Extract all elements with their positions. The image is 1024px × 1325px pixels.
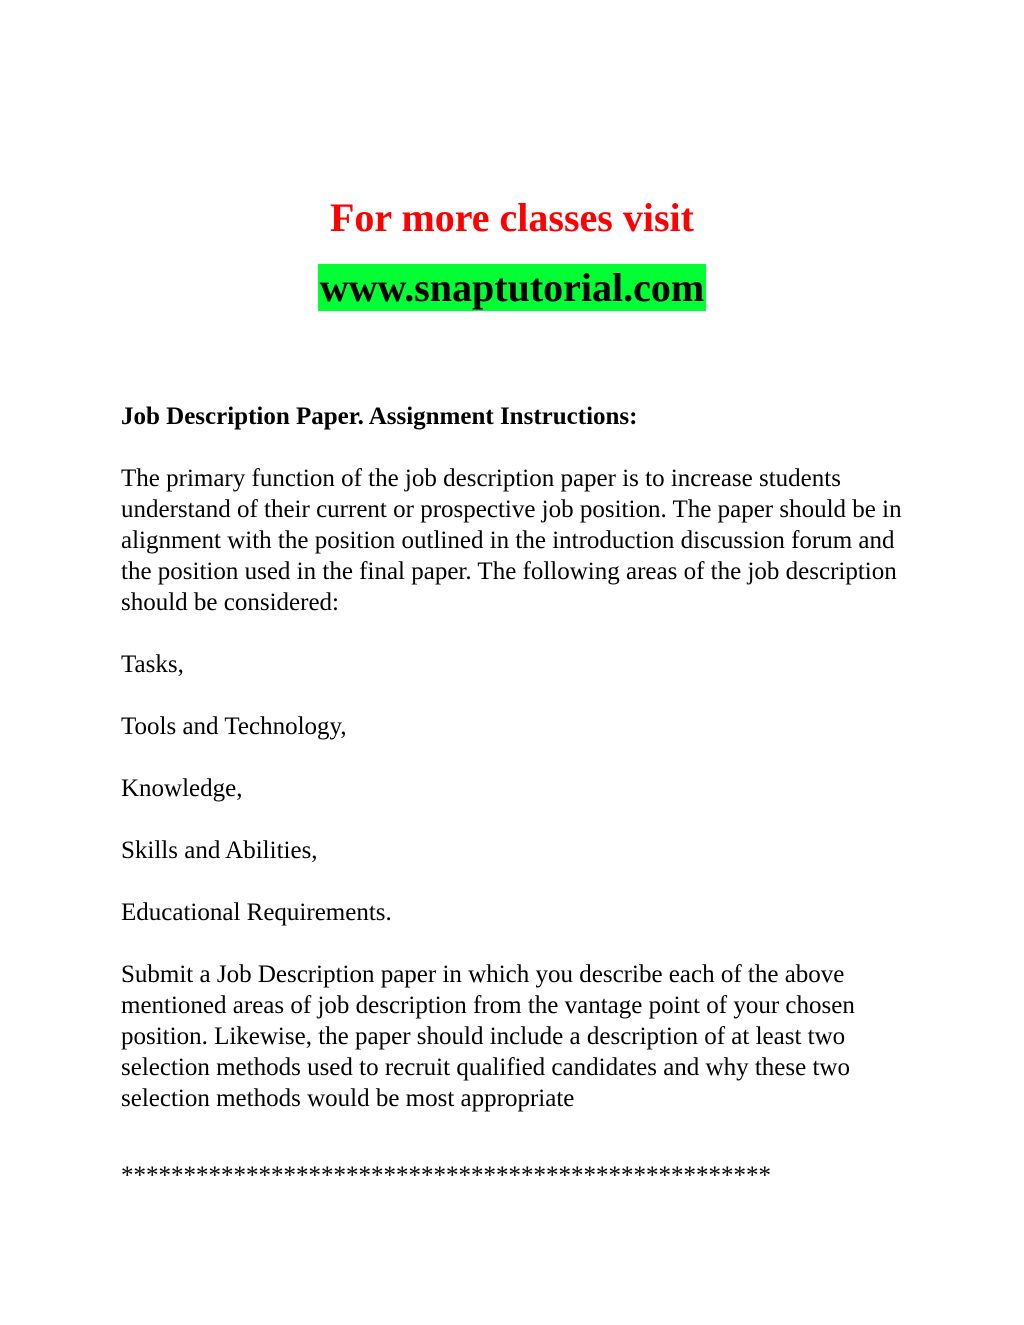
area-item-tasks: Tasks, [121,651,184,678]
area-item-knowledge: Knowledge, [121,775,243,802]
submit-paragraph: Submit a Job Description paper in which you describe each of the above mentioned areas of job description from the vantage point of your chosen position. Likewise, the paper should include a description of at least two selection methods used to recruit qualified candidates and why these two selection methods would be most appropriate [121,961,855,1112]
area-item-skills: Skills and Abilities, [121,837,318,864]
document-body [121,401,911,1191]
area-item-education: Educational Requirements. [121,899,392,926]
promo-link[interactable]: www.snaptutorial.com [319,265,705,310]
area-item-tools: Tools and Technology, [121,713,347,740]
promo-title: For more classes visit [329,195,694,240]
intro-paragraph: The primary function of the job description paper is to increase students understand of their current or prospective job position. The paper should be in alignment with the position outlined in the introduction discussion forum and the position used in the final paper. The following areas of the job description should be considered: [121,465,902,616]
assignment-heading: Job Description Paper. Assignment Instructions: [121,403,638,430]
asterisk-separator: **************************************************** [121,1162,771,1189]
promo-link-wrapper [0,264,1024,311]
